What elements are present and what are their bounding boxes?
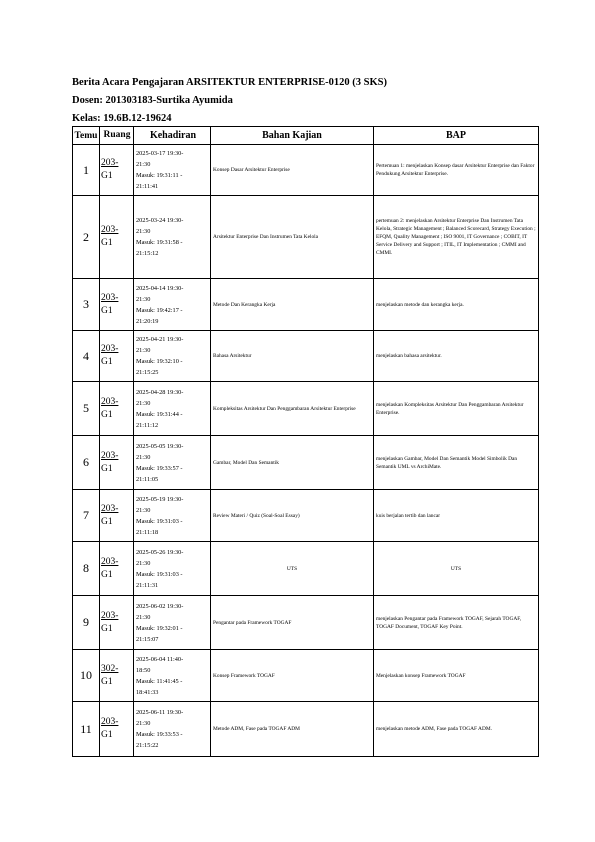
- topic-cell: Gambar, Model Dan Semantik: [211, 436, 374, 490]
- attendance-cell: [134, 436, 211, 490]
- table-row: [73, 382, 539, 436]
- schedule-start: 2025-03-24 19:30-: [136, 217, 184, 224]
- check-in: Masuk: 19:31:44 -: [136, 410, 183, 418]
- attendance-table: [72, 126, 539, 757]
- bap-cell: menjelaskan Pengantar pada Framework TOGAF, Sejarah TOGAF, TOGAF Document, TOGAF Key Point.: [374, 596, 539, 650]
- attendance-cell: [134, 279, 211, 331]
- schedule-start: 2025-05-19 19:30-: [136, 495, 184, 503]
- room-code: 203-: [101, 225, 119, 235]
- meeting-number: 2: [73, 196, 100, 279]
- room-building: G1: [101, 623, 113, 634]
- check-in: Masuk: 19:32:01 -: [136, 624, 183, 632]
- room-code: 203-: [101, 556, 119, 567]
- table-row: [73, 650, 539, 702]
- check-out: 21:11:31: [136, 581, 159, 589]
- meeting-number: 4: [73, 331, 100, 382]
- check-in: Masuk: 19:31:58 -: [136, 239, 183, 246]
- attendance-cell: [134, 490, 211, 542]
- topic-cell: UTS: [211, 542, 374, 596]
- schedule-end: 21:30: [136, 559, 151, 567]
- meeting-number: 9: [73, 596, 100, 650]
- schedule-start: 2025-03-17 19:30-: [136, 150, 184, 157]
- topic-cell: Review Materi / Quiz (Soal-Soal Essay): [211, 490, 374, 542]
- table-row: [73, 542, 539, 596]
- room-cell: [100, 490, 134, 542]
- meeting-number: 11: [73, 702, 100, 757]
- attendance-cell: [134, 596, 211, 650]
- table-row: [73, 596, 539, 650]
- check-out: 21:11:18: [136, 528, 159, 536]
- meeting-number: 3: [73, 279, 100, 331]
- schedule-end: 21:30: [136, 613, 151, 621]
- room-cell: [100, 196, 134, 279]
- room-code: 302-: [101, 663, 119, 674]
- check-in: Masuk: 19:31:03 -: [136, 570, 183, 578]
- bap-cell: menjelaskan metode dan kerangka kerja.: [374, 279, 539, 331]
- schedule-end: 21:30: [136, 295, 151, 303]
- bap-cell: menjelaskan Kompleksitas Arsitektur Dan Penggambaran Arsitektur Enterprise.: [374, 382, 539, 436]
- attendance-cell: [134, 702, 211, 757]
- check-out: 21:15:25: [136, 369, 159, 376]
- check-in: Masuk: 19:33:53 -: [136, 731, 183, 738]
- attendance-cell: [134, 145, 211, 196]
- room-building: G1: [101, 409, 113, 420]
- schedule-start: 2025-06-02 19:30-: [136, 602, 184, 610]
- topic-cell: Arsitektur Enterprise Dan Instrumen Tata Kelola: [211, 196, 374, 279]
- room-cell: [100, 650, 134, 702]
- schedule-start: 2025-05-26 19:30-: [136, 548, 184, 556]
- schedule-end: 21:30: [136, 720, 151, 727]
- table-row: [73, 436, 539, 490]
- table-row: [73, 145, 539, 196]
- room-building: G1: [101, 516, 113, 527]
- topic-cell: Bahasa Arsitektur: [211, 331, 374, 382]
- attendance-cell: [134, 196, 211, 279]
- room-building: G1: [101, 569, 113, 580]
- meeting-number: 5: [73, 382, 100, 436]
- schedule-start: 2025-05-05 19:30-: [136, 442, 184, 450]
- schedule-end: 18:50: [136, 666, 151, 674]
- schedule-start: 2025-04-21 19:30-: [136, 336, 184, 343]
- check-in: Masuk: 19:31:03 -: [136, 517, 183, 525]
- document-title: Berita Acara Pengajaran ARSITEKTUR ENTERPRISE-0120 (3 SKS): [72, 77, 388, 88]
- schedule-end: 21:30: [136, 347, 151, 354]
- check-in: Masuk: 19:31:11 -: [136, 172, 183, 179]
- header-bap: BAP: [374, 127, 539, 145]
- check-out: 18:41:33: [136, 688, 159, 696]
- room-code: 203-: [101, 503, 119, 514]
- room-cell: [100, 702, 134, 757]
- bap-cell: menjelaskan bahasa arsitektur.: [374, 331, 539, 382]
- room-cell: [100, 596, 134, 650]
- header-temu: Temu: [73, 127, 100, 145]
- header-bahan-kajian: Bahan Kajian: [211, 127, 374, 145]
- bap-cell: pertemuan 2: menjelaskan Arsitektur Enterprise Dan Instrumen Tata Kelola, Strategic Management ; Balanced Scorecard, Strategy Execution ; EFQM, Quality Management ; ISO 9001, IT Governance ; COBIT, IT Service Delivery and Support ; ITIL, IT Implementation ; CMMI and CMMI.: [374, 196, 539, 279]
- topic-cell: Pengantar pada Framework TOGAF: [211, 596, 374, 650]
- check-out: 21:15:07: [136, 635, 159, 643]
- schedule-end: 21:30: [136, 161, 151, 168]
- room-code: 203-: [101, 610, 119, 621]
- room-code: 203-: [101, 717, 119, 727]
- table-header-row: [73, 127, 539, 145]
- room-cell: [100, 436, 134, 490]
- meeting-number: 8: [73, 542, 100, 596]
- meeting-number: 6: [73, 436, 100, 490]
- schedule-start: 2025-04-28 19:30-: [136, 388, 184, 396]
- room-cell: [100, 382, 134, 436]
- header-kehadiran: Kehadiran: [134, 127, 211, 145]
- check-in: Masuk: 19:42:17 -: [136, 306, 183, 314]
- class-line: Kelas: 19.6B.12-19624: [72, 113, 172, 124]
- bap-cell: Menjelaskan konsep Framework TOGAF: [374, 650, 539, 702]
- room-code: 203-: [101, 158, 119, 168]
- room-building: G1: [101, 305, 113, 316]
- room-cell: [100, 145, 134, 196]
- schedule-start: 2025-04-14 19:30-: [136, 284, 184, 292]
- topic-cell: Metode ADM, Fase pada TOGAF ADM: [211, 702, 374, 757]
- check-out: 21:15:22: [136, 742, 159, 749]
- bap-cell: kuis berjalan tertib dan lancar: [374, 490, 539, 542]
- room-building: G1: [101, 238, 113, 248]
- table-row: [73, 702, 539, 757]
- bap-cell: menjelaskan metode ADM, Fase pada TOGAF ADM.: [374, 702, 539, 757]
- check-out: 21:11:05: [136, 475, 159, 483]
- room-building: G1: [101, 357, 113, 367]
- schedule-end: 21:30: [136, 228, 151, 235]
- room-code: 203-: [101, 292, 119, 303]
- topic-cell: Metode Dan Kerangka Kerja: [211, 279, 374, 331]
- bap-cell: menjelaskan Gambar, Model Dan Semantik Model Simbolik Dan Semantik UML vs ArchiMate.: [374, 436, 539, 490]
- room-cell: [100, 331, 134, 382]
- schedule-start: 2025-06-04 11:40-: [136, 655, 184, 663]
- meeting-number: 1: [73, 145, 100, 196]
- schedule-start: 2025-06-11 19:30-: [136, 709, 184, 716]
- schedule-end: 21:30: [136, 453, 151, 461]
- bap-cell: UTS: [374, 542, 539, 596]
- room-code: 203-: [101, 450, 119, 461]
- lecturer-line: Dosen: 201303183-Surtika Ayumida: [72, 95, 233, 106]
- room-code: 203-: [101, 396, 119, 407]
- table-row: [73, 331, 539, 382]
- schedule-end: 21:30: [136, 506, 151, 514]
- header-ruang: Ruang: [100, 127, 134, 145]
- check-out: 21:15:12: [136, 250, 159, 257]
- room-code: 203-: [101, 344, 119, 354]
- meeting-number: 10: [73, 650, 100, 702]
- topic-cell: Konsep Dasar Arsitektur Enterprise: [211, 145, 374, 196]
- bap-cell: Pertemuan 1: menjelaskan Konsep dasar Arsitektur Enterprise dan Faktor Pendukung Arsitektur Enterprise.: [374, 145, 539, 196]
- room-building: G1: [101, 463, 113, 474]
- room-cell: [100, 542, 134, 596]
- attendance-cell: [134, 650, 211, 702]
- schedule-end: 21:30: [136, 399, 151, 407]
- check-in: Masuk: 11:41:45 -: [136, 677, 183, 685]
- topic-cell: Konsep Framework TOGAF: [211, 650, 374, 702]
- check-out: 21:11:12: [136, 421, 159, 429]
- table-row: [73, 490, 539, 542]
- attendance-cell: [134, 542, 211, 596]
- table-row: [73, 196, 539, 279]
- table-row: [73, 279, 539, 331]
- room-building: G1: [101, 730, 113, 740]
- topic-cell: Kompleksitas Arsitektur Dan Penggambaran Arsitektur Enterprise: [211, 382, 374, 436]
- room-building: G1: [101, 171, 113, 181]
- meeting-number: 7: [73, 490, 100, 542]
- room-building: G1: [101, 676, 113, 687]
- check-out: 21:11:41: [136, 183, 159, 190]
- check-in: Masuk: 19:33:57 -: [136, 464, 183, 472]
- check-out: 21:20:19: [136, 317, 159, 325]
- attendance-cell: [134, 331, 211, 382]
- check-in: Masuk: 19:32:10 -: [136, 358, 183, 365]
- document-header: [72, 74, 387, 128]
- room-cell: [100, 279, 134, 331]
- attendance-cell: [134, 382, 211, 436]
